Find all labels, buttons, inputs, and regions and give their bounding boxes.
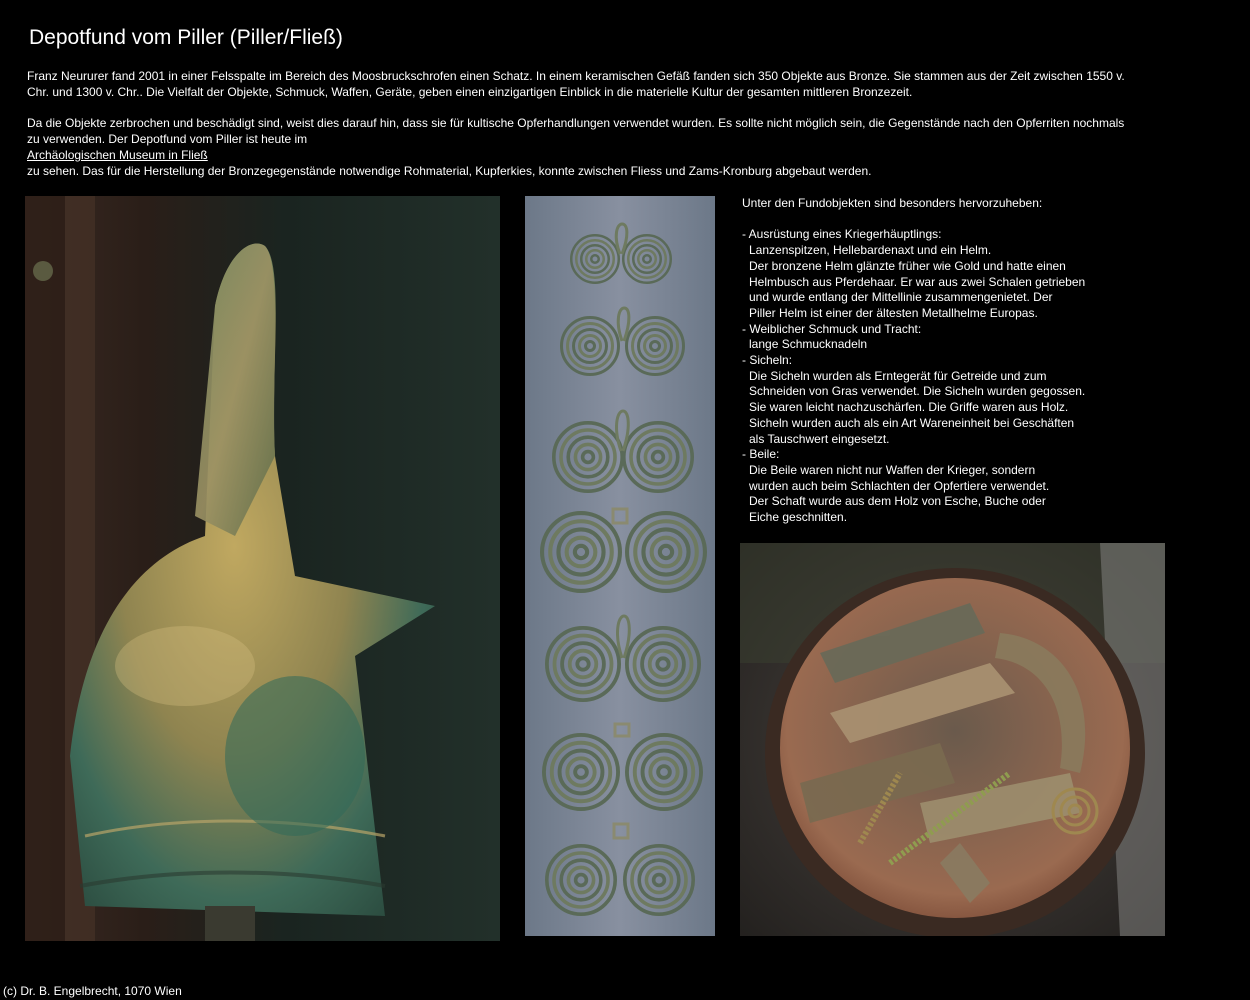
intro-paragraph-1: Franz Neururer fand 2001 in einer Felsspalte im Bereich des Moosbruckschrofen einen Schatz. In einem keramischen Gefäß fanden sich 350 Objekte aus Bronze. Sie stammen aus der Zeit zwischen 1550 v. Chr. und 1300 v. Chr.. Die Vielfalt der Objekte, Schmuck, Waffen, Geräte, geben einen einzigartigen Einblick in die materielle Kultur der gesamten mittleren Bronzezeit. <box>27 69 1125 99</box>
list-item-heading: - Sicheln: <box>742 353 793 368</box>
list-item-line: Piller Helm ist einer der ältesten Metallhelme Europas. <box>749 305 1038 320</box>
list-item <box>742 353 1122 447</box>
list-item-line: Schneiden von Gras verwendet. Die Sicheln wurden gegossen. <box>749 384 1086 399</box>
list-item-line: wurden auch beim Schlachten der Opfertiere verwendet. <box>749 478 1050 493</box>
list-item-line: Sie waren leicht nachzuschärfen. Die Griffe waren aus Holz. <box>749 400 1069 415</box>
list-item <box>742 322 1122 353</box>
list-item-line: und wurde entlang der Mittellinie zusammengenietet. Der <box>749 290 1053 305</box>
intro-paragraph-3: zu sehen. Das für die Herstellung der Bronzegegenstände notwendige Rohmaterial, Kupferkies, konnte zwischen Fliess und Zams-Kronburg abgebaut werden. <box>27 163 872 178</box>
list-item-line: Die Sicheln wurden als Erntegerät für Getreide und zum <box>749 368 1047 383</box>
list-item-heading: - Beile: <box>742 447 780 462</box>
list-item-line: Die Beile waren nicht nur Waffen der Krieger, sondern <box>749 462 1036 477</box>
helmet-photo <box>25 196 500 941</box>
list-item-line: Der Schaft wurde aus dem Holz von Esche, Buche oder <box>749 494 1046 509</box>
list-item-line: Lanzenspitzen, Hellebardenaxt und ein Helm. <box>749 243 992 258</box>
highlights-heading: Unter den Fundobjekten sind besonders hervorzuheben: <box>742 196 1043 210</box>
list-item-line: Eiche geschnitten. <box>749 510 848 525</box>
copyright-footer: (c) Dr. B. Engelbrecht, 1070 Wien <box>3 984 182 998</box>
intro-text <box>27 69 1127 180</box>
spiral-ornaments-photo <box>525 196 715 936</box>
list-item <box>742 227 1122 321</box>
highlights-text <box>742 196 1122 526</box>
list-item-heading: - Weiblicher Schmuck und Tracht: <box>742 321 922 336</box>
list-item-heading: - Ausrüstung eines Kriegerhäuptlings: <box>742 227 942 242</box>
list-item-line: als Tauschwert eingesetzt. <box>749 431 890 446</box>
list-item <box>742 447 1122 526</box>
highlights-list <box>742 227 1122 525</box>
museum-link[interactable]: Archäologischen Museum in Fließ <box>27 147 208 162</box>
hoard-vessel-photo <box>740 543 1165 936</box>
intro-paragraph-2: Da die Objekte zerbrochen und beschädigt sind, weist dies darauf hin, dass sie für kultische Opferhandlungen verwendet wurden. Es sollte nicht möglich sein, die Gegenstände nach den Opferriten nochmals zu verwenden. Der Depotfund vom Piller ist heute im <box>27 116 1125 147</box>
list-item-line: lange Schmucknadeln <box>749 337 868 352</box>
page-title: Depotfund vom Piller (Piller/Fließ) <box>29 26 343 49</box>
list-item-line: Sicheln wurden auch als ein Art Wareneinheit bei Geschäften <box>749 415 1075 430</box>
list-item-line: Helmbusch aus Pferdehaar. Er war aus zwei Schalen getrieben <box>749 274 1086 289</box>
list-item-line: Der bronzene Helm glänzte früher wie Gold und hatte einen <box>749 258 1066 273</box>
